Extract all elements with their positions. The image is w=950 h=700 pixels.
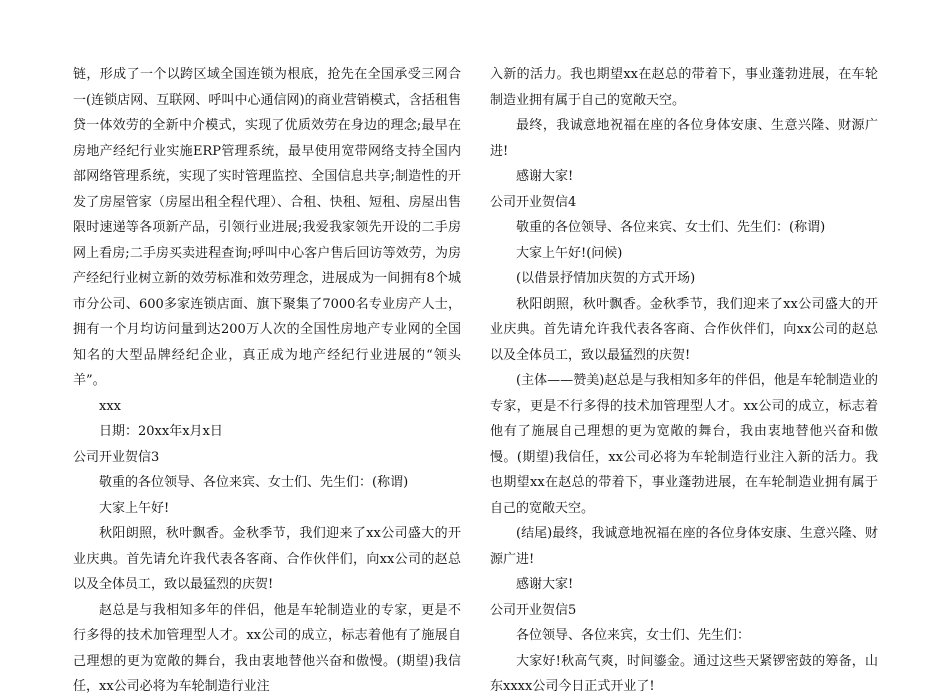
section-heading: 公司开业贺信3 (73, 449, 160, 465)
stage-note: (以借景抒情加庆贺的方式开场) (516, 271, 696, 286)
date-line: 日期：20xx年x月x日 (99, 424, 223, 439)
section-heading: 公司开业贺信4 (490, 194, 577, 210)
signature-name: xxx (99, 398, 121, 414)
paragraph: 赵总是与我相知多年的伴侣，他是车轮制造业的专家，更是不行多得的技术加管理型人才。xx公司的成立，标志着他有了施展自己理想的更为宽敞的舞台，我由衷地替他兴奋和傲慢。(期望)我信任，xx公司必将为车轮制造行业注 (73, 602, 461, 694)
paragraph: 秋阳朗照，秋叶飘香。金秋季节，我们迎来了xx公司盛大的开业庆典。首先请允许我代表各客商、合作伙伴们，向xx公司的赵总以及全体员工，致以最猛烈的庆贺! (490, 296, 878, 363)
salutation: 敬重的各位领导、各位来宾、女士们、先生们：(称谓) (99, 475, 409, 490)
paragraph: 大家好!秋高气爽，时间鎏金。通过这些天紧锣密鼓的筹备，山东xxxx公司今日正式开业了! (490, 653, 878, 694)
thanks: 感谢大家! (516, 169, 574, 184)
greeting: 大家上午好!(问候) (516, 245, 623, 261)
paragraph: 秋阳朗照，秋叶飘香。金秋季节，我们迎来了xx公司盛大的开业庆典。首先请允许我代表各客商、合作伙伴们，向xx公司的赵总以及全体员工，致以最猛烈的庆贺! (73, 526, 461, 592)
salutation: 敬重的各位领导、各位来宾、女士们、先生们：(称谓) (516, 220, 826, 235)
paragraph: 链，形成了一个以跨区域全国连锁为根底，抢先在全国承受三网合一(连锁店网、互联网、呼叫中心通信网)的商业营销模式，含括租售贷一体效劳的全新中介模式，实现了优质效劳在身边的理念;最早在房地产经纪行业实施ERP管理系统，最早使用宽带网络支持全国内部网络管理系统，实现了实时管理监控、全国信息共享;制造性的开发了房屋管家（房屋出租全程代理）、合租、快租、短租、房屋出售限时速递等各项新产品，引领行业进展;我爱我家领先开设的二手房网上看房;二手房买卖进程查询;呼叫中心客户售后回访等效劳，为房产经纪行业树立新的效劳标准和效劳理念，进展成为一间拥有8个城市分公司、600多家连锁店面、旗下聚集了7000名专业房产人士，拥有一个月均访问量到达200万人次的全国性房地产专业网的全国知名的大型品牌经纪企业，真正成为地产经纪行业进展的“领头羊”。 (73, 67, 461, 388)
paragraph: 入新的活力。我也期望xx在赵总的带着下，事业蓬勃进展，在车轮制造业拥有属于自己的宽敞天空。 (490, 67, 878, 108)
paragraph: (主体——赞美)赵总是与我相知多年的伴侣，他是车轮制造业的专家，更是不行多得的技术加管理型人才。xx公司的成立，标志着他有了施展自己理想的更为宽敞的舞台，我由衷地替他兴奋和傲慢。(期望)我信任，xx公司必将为车轮制造行业注入新的活力。我也期望xx在赵总的带着下，事业蓬勃进展，在车轮制造业拥有属于自己的宽敞天空。 (490, 373, 878, 516)
thanks: 感谢大家! (516, 577, 574, 592)
greeting: 大家上午好! (99, 500, 170, 516)
left-column (73, 62, 461, 700)
closing-wish: (结尾)最终，我诚意地祝福在座的各位身体安康、生意兴隆、财源广进! (490, 526, 878, 567)
closing-wish: 最终，我诚意地祝福在座的各位身体安康、生意兴隆、财源广进! (490, 118, 878, 159)
salutation: 各位领导、各位来宾，女士们、先生们： (516, 628, 751, 643)
section-heading: 公司开业贺信5 (490, 602, 577, 618)
right-column (490, 62, 878, 700)
